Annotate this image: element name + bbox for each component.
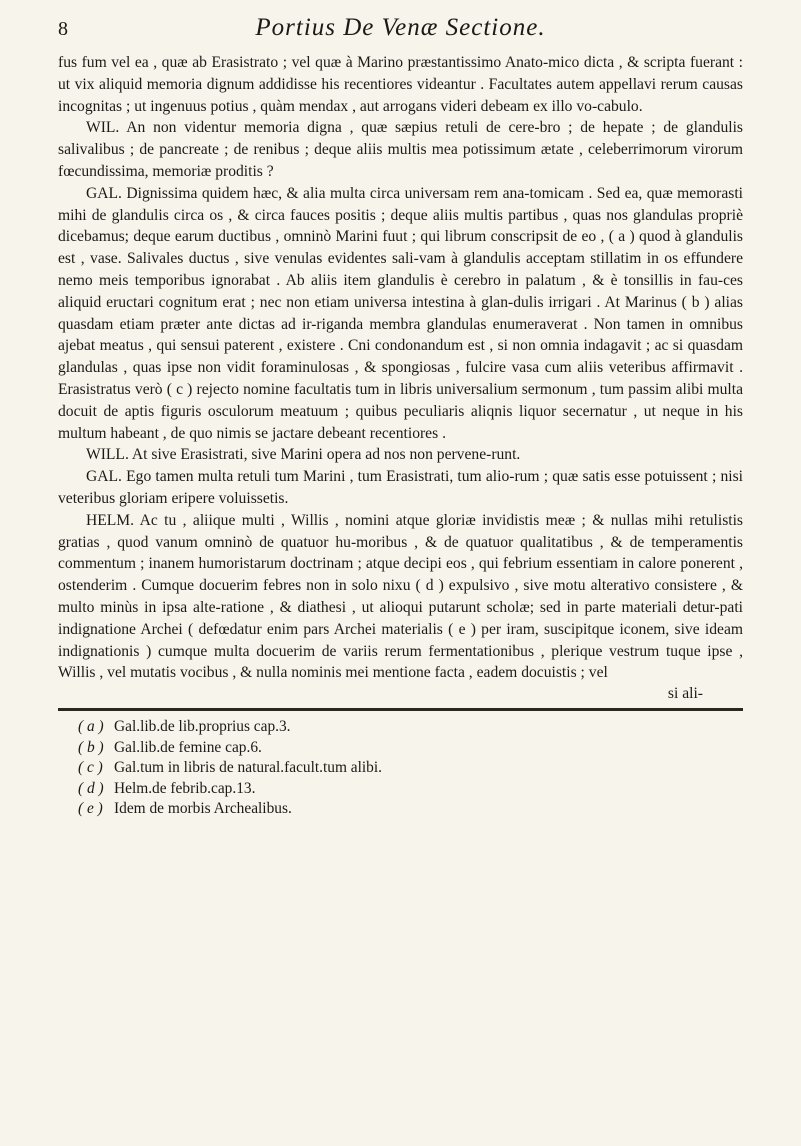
footnote bbox=[78, 738, 743, 759]
footnote-text: Gal.lib.de lib.proprius cap.3. bbox=[114, 718, 291, 736]
paragraph: fus fum vel ea , quæ ab Erasistrato ; vel quæ à Marino præstantissimo Anato-mico dicta , & scripta fuerant : ut vix aliquid memoria dignum addidisse his recentiores videantur . Facultates autem appellavi rerum causas incognitas ; ut ingenuus potius , quàm mendax , aut arrogans videri debeam ex illo vo-cabulo. bbox=[58, 54, 743, 115]
footnotes bbox=[58, 717, 743, 820]
footnote bbox=[78, 779, 743, 800]
footnote-mark: ( c ) bbox=[78, 759, 103, 777]
footnote-text: Helm.de febrib.cap.13. bbox=[114, 779, 256, 797]
footnote-text: Gal.tum in libris de natural.facult.tum alibi. bbox=[114, 759, 382, 777]
paragraph: WIL. An non videntur memoria digna , quæ sæpius retuli de cere-bro ; de hepate ; de glandulis salivalibus ; de pancreate ; de renibus ; deque aliis multis mea potissimum ætate , celeberrimorum virorum fœcundissima, memoriæ proditis ? bbox=[58, 119, 743, 180]
paragraph: GAL. Dignissima quidem hæc, & alia multa circa universam rem ana-tomicam . Sed ea, quæ memorasti mihi de glandulis circa os , & circa fauces positis ; deque aliis multis partibus , quas nos glandulas propriè dicebamus; deque earum ductibus , omninò Marini fuut ; qui librum conscripsit de eo , ( a ) quod à glandulis est , vase. Salivales ductus , sive venulas evidentes sali-vam à glandulis acceptam stillatim in os effundere nemo meis temporibus ignorabat . Ab aliis item glandulis è cerebro in palatum , & è tonsillis in fau-ces aliquid eructari cognitum erat ; nec non etiam universa intestina à glan-dulis irrigari . At Marinus ( b ) alias quasdam etiam præter ante dictas ad ir-riganda membra glandulas enumeraverat . Non tamen in omnibus ajebat meatus , qui sensui paterent , existere . Cni condonandum est , si non omnia indagavit ; ac si quasdam glandulas , quas ipse non vidit foraminulosas , & spongiosas , fulcire vasa cum aliis veteribus affirmavit . Erasistratus verò ( c ) rejecto nomine facultatis tum in libris universalium sermonum , tum passim alibi multa docuit de aptis figuris osculorum meatuum ; quibus peculiaris aliqnis liquor secernatur , ut neque in his multum habeant , de quo nimis se jactare debeant recentiores . bbox=[58, 184, 743, 442]
paragraph: HELM. Ac tu , aliique multi , Willis , nomini atque gloriæ invidistis meæ ; & nullas mihi retulistis gratias , quod vanum omninò de quatuor hu-moribus , & de quatuor qualitatibus , & de temperamentis commentum ; inanem humoristarum doctrinam ; atque decipi eos , qui febrium essentiam in calore ponerent , ostenderim . Cumque docuerim febres non in solo nixu ( d ) expulsivo , sive motu alterativo consistere , & multo minùs in ipsa alte-ratione , & diathesi , ut alioqui putarunt scholæ; sed in parte materiali detur-pati indignatione Archei ( defœdatur enim pars Archei materialis ( e ) per iram, suscipitque iconem, sive ideam indignationis ) cumque multa docuerim de variis rerum fermentationibus , plerique vestrum tuque ipse , Willis , vel mutatis vocibus , & nulla nominis mei mentione facta , eadem docuistis ; vel bbox=[58, 511, 743, 682]
running-title: Portius De Venæ Sectione. bbox=[255, 14, 546, 41]
footnote-text: Idem de morbis Archealibus. bbox=[114, 800, 292, 818]
footnote-mark: ( d ) bbox=[78, 779, 104, 797]
footnote-mark: ( b ) bbox=[78, 738, 104, 756]
footnote bbox=[78, 717, 743, 738]
catchword: si ali- bbox=[667, 685, 703, 703]
footnote-mark: ( a ) bbox=[78, 718, 104, 736]
footnote bbox=[78, 799, 743, 820]
paragraph: GAL. Ego tamen multa retuli tum Marini , tum Erasistrati, tum alio-rum ; quæ satis esse potuissent ; nisi veteribus gloriam eripere voluissetis. bbox=[58, 468, 743, 507]
main-text bbox=[58, 52, 743, 684]
page-header bbox=[58, 14, 743, 48]
footnote-mark: ( e ) bbox=[78, 800, 103, 818]
footnote bbox=[78, 758, 743, 779]
footnote-divider bbox=[58, 708, 743, 711]
page-number: 8 bbox=[58, 18, 68, 40]
footnote-text: Gal.lib.de femine cap.6. bbox=[114, 738, 262, 756]
paragraph: WILL. At sive Erasistrati, sive Marini opera ad nos non pervene-runt. bbox=[86, 446, 521, 464]
